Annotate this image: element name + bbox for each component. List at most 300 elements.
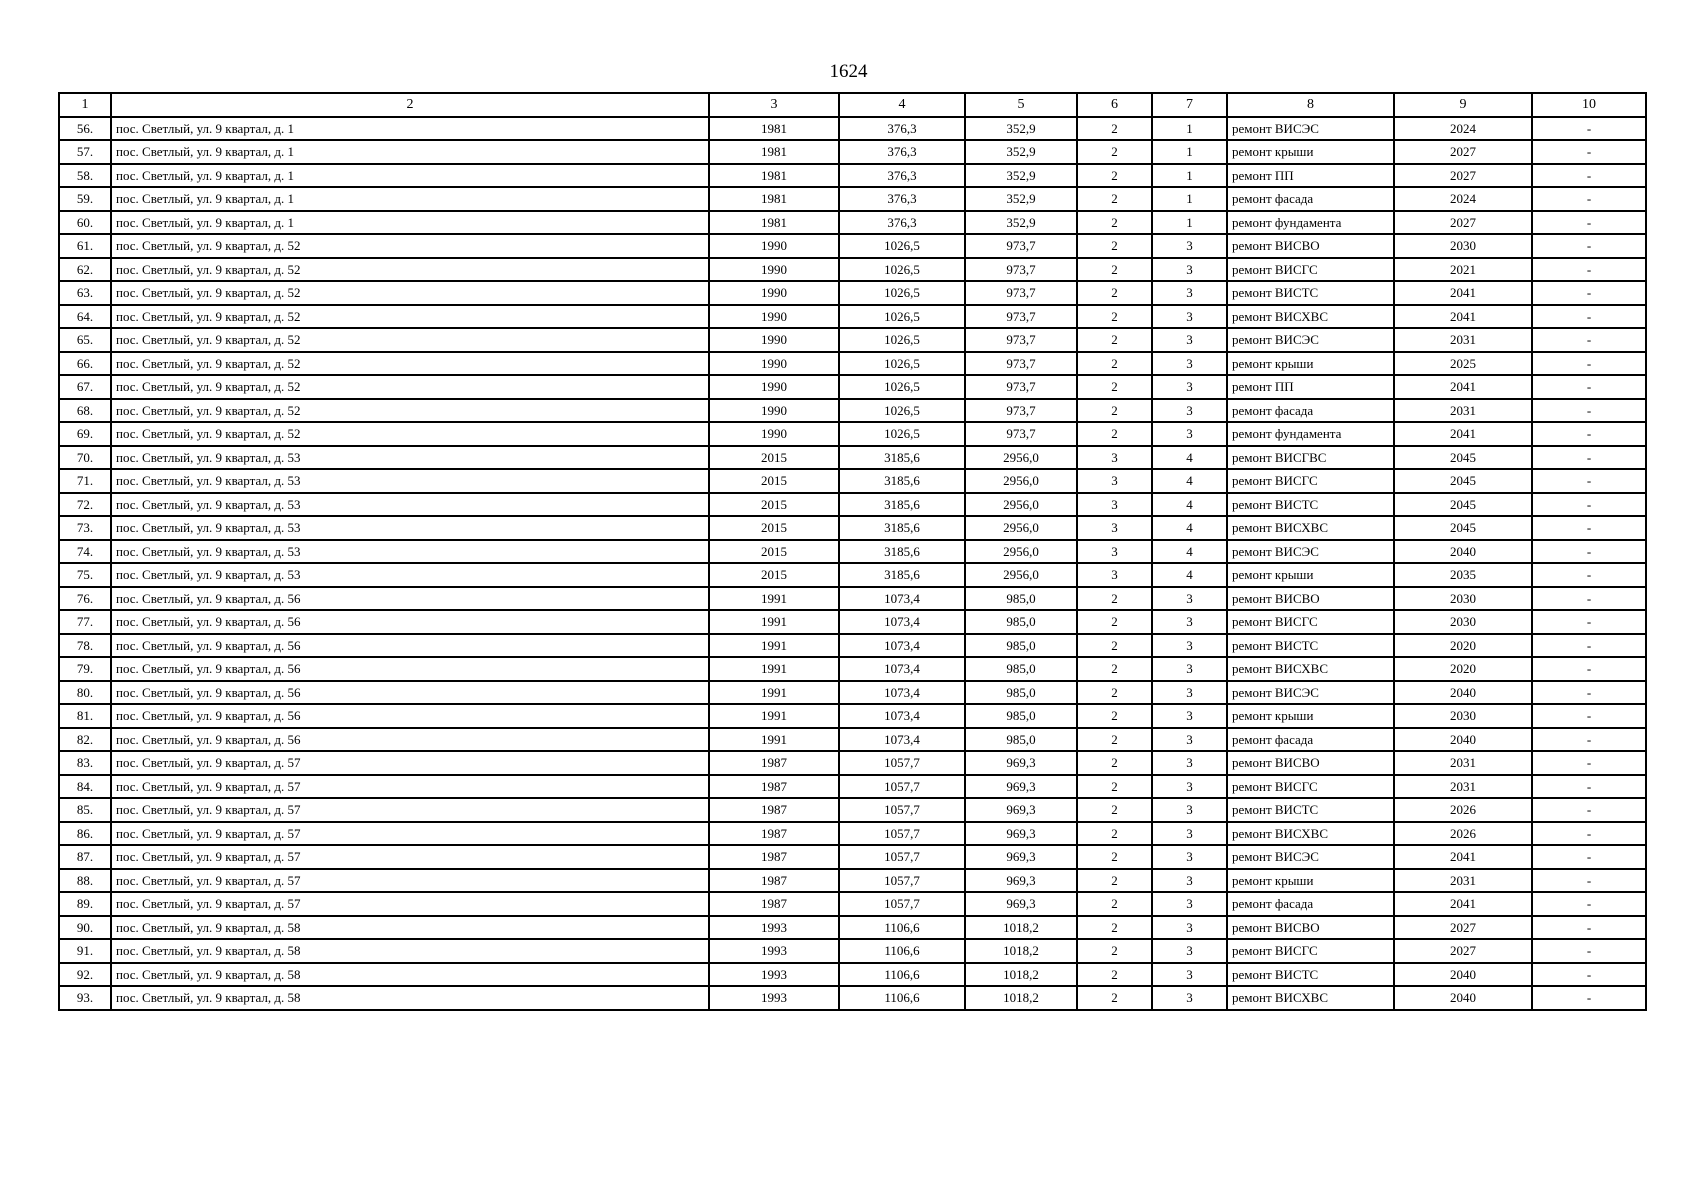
- planned-year-cell: 2031: [1394, 869, 1532, 893]
- total-area-cell: 1057,7: [839, 845, 965, 869]
- work-type-cell: ремонт ВИСВО: [1227, 234, 1394, 258]
- table-row: [59, 939, 1646, 963]
- table-row: [59, 516, 1646, 540]
- row-number-cell: 75.: [59, 563, 111, 587]
- planned-year-cell: 2041: [1394, 375, 1532, 399]
- planned-year-cell: 2027: [1394, 211, 1532, 235]
- row-number-cell: 65.: [59, 328, 111, 352]
- note-cell: -: [1532, 775, 1646, 799]
- entrances-cell: 1: [1152, 211, 1227, 235]
- work-type-cell: ремонт крыши: [1227, 352, 1394, 376]
- work-type-cell: ремонт ВИСГС: [1227, 939, 1394, 963]
- floors-cell: 2: [1077, 610, 1152, 634]
- planned-year-cell: 2027: [1394, 164, 1532, 188]
- column-header: 7: [1152, 93, 1227, 117]
- living-area-cell: 352,9: [965, 140, 1077, 164]
- table-row: [59, 117, 1646, 141]
- planned-year-cell: 2040: [1394, 540, 1532, 564]
- living-area-cell: 2956,0: [965, 516, 1077, 540]
- note-cell: -: [1532, 634, 1646, 658]
- note-cell: -: [1532, 845, 1646, 869]
- address-cell: пос. Светлый, ул. 9 квартал, д. 52: [111, 305, 709, 329]
- address-cell: пос. Светлый, ул. 9 квартал, д. 56: [111, 657, 709, 681]
- table-row: [59, 657, 1646, 681]
- planned-year-cell: 2027: [1394, 140, 1532, 164]
- note-cell: -: [1532, 305, 1646, 329]
- floors-cell: 2: [1077, 939, 1152, 963]
- note-cell: -: [1532, 610, 1646, 634]
- planned-year-cell: 2045: [1394, 493, 1532, 517]
- table-row: [59, 399, 1646, 423]
- table-row: [59, 305, 1646, 329]
- planned-year-cell: 2045: [1394, 469, 1532, 493]
- year-built-cell: 1993: [709, 939, 839, 963]
- floors-cell: 2: [1077, 869, 1152, 893]
- year-built-cell: 1990: [709, 234, 839, 258]
- floors-cell: 3: [1077, 563, 1152, 587]
- floors-cell: 2: [1077, 422, 1152, 446]
- column-header: 3: [709, 93, 839, 117]
- total-area-cell: 376,3: [839, 140, 965, 164]
- year-built-cell: 1987: [709, 798, 839, 822]
- year-built-cell: 1993: [709, 916, 839, 940]
- total-area-cell: 1073,4: [839, 610, 965, 634]
- repair-schedule-table: [58, 92, 1647, 1011]
- entrances-cell: 3: [1152, 258, 1227, 282]
- living-area-cell: 2956,0: [965, 540, 1077, 564]
- row-number-cell: 91.: [59, 939, 111, 963]
- work-type-cell: ремонт ВИСЭС: [1227, 328, 1394, 352]
- entrances-cell: 3: [1152, 822, 1227, 846]
- note-cell: -: [1532, 187, 1646, 211]
- total-area-cell: 3185,6: [839, 540, 965, 564]
- row-number-cell: 68.: [59, 399, 111, 423]
- row-number-cell: 58.: [59, 164, 111, 188]
- entrances-cell: 4: [1152, 540, 1227, 564]
- planned-year-cell: 2041: [1394, 281, 1532, 305]
- table-row: [59, 328, 1646, 352]
- living-area-cell: 973,7: [965, 328, 1077, 352]
- table-row: [59, 728, 1646, 752]
- entrances-cell: 1: [1152, 117, 1227, 141]
- floors-cell: 2: [1077, 963, 1152, 987]
- table-row: [59, 258, 1646, 282]
- living-area-cell: 352,9: [965, 164, 1077, 188]
- year-built-cell: 1981: [709, 211, 839, 235]
- work-type-cell: ремонт крыши: [1227, 563, 1394, 587]
- living-area-cell: 985,0: [965, 587, 1077, 611]
- work-type-cell: ремонт крыши: [1227, 704, 1394, 728]
- entrances-cell: 3: [1152, 798, 1227, 822]
- address-cell: пос. Светлый, ул. 9 квартал, д. 58: [111, 916, 709, 940]
- total-area-cell: 1026,5: [839, 328, 965, 352]
- note-cell: -: [1532, 164, 1646, 188]
- row-number-cell: 60.: [59, 211, 111, 235]
- row-number-cell: 57.: [59, 140, 111, 164]
- address-cell: пос. Светлый, ул. 9 квартал, д. 53: [111, 540, 709, 564]
- address-cell: пос. Светлый, ул. 9 квартал, д. 56: [111, 704, 709, 728]
- total-area-cell: 1057,7: [839, 751, 965, 775]
- note-cell: -: [1532, 258, 1646, 282]
- address-cell: пос. Светлый, ул. 9 квартал, д. 52: [111, 352, 709, 376]
- year-built-cell: 2015: [709, 540, 839, 564]
- year-built-cell: 1993: [709, 963, 839, 987]
- table-row: [59, 681, 1646, 705]
- note-cell: -: [1532, 939, 1646, 963]
- year-built-cell: 1990: [709, 328, 839, 352]
- living-area-cell: 985,0: [965, 634, 1077, 658]
- entrances-cell: 3: [1152, 281, 1227, 305]
- entrances-cell: 3: [1152, 892, 1227, 916]
- year-built-cell: 1987: [709, 869, 839, 893]
- work-type-cell: ремонт ВИСВО: [1227, 587, 1394, 611]
- year-built-cell: 1993: [709, 986, 839, 1010]
- planned-year-cell: 2025: [1394, 352, 1532, 376]
- entrances-cell: 4: [1152, 493, 1227, 517]
- work-type-cell: ремонт ПП: [1227, 164, 1394, 188]
- row-number-cell: 71.: [59, 469, 111, 493]
- floors-cell: 2: [1077, 751, 1152, 775]
- row-number-cell: 63.: [59, 281, 111, 305]
- note-cell: -: [1532, 375, 1646, 399]
- total-area-cell: 1026,5: [839, 258, 965, 282]
- work-type-cell: ремонт ВИСГС: [1227, 258, 1394, 282]
- table-row: [59, 798, 1646, 822]
- entrances-cell: 3: [1152, 939, 1227, 963]
- year-built-cell: 1987: [709, 822, 839, 846]
- note-cell: -: [1532, 657, 1646, 681]
- planned-year-cell: 2026: [1394, 822, 1532, 846]
- note-cell: -: [1532, 469, 1646, 493]
- total-area-cell: 1057,7: [839, 798, 965, 822]
- row-number-cell: 80.: [59, 681, 111, 705]
- year-built-cell: 1987: [709, 892, 839, 916]
- row-number-cell: 92.: [59, 963, 111, 987]
- living-area-cell: 969,3: [965, 775, 1077, 799]
- planned-year-cell: 2030: [1394, 610, 1532, 634]
- work-type-cell: ремонт ВИСЭС: [1227, 681, 1394, 705]
- column-number-header-row: [59, 93, 1646, 117]
- total-area-cell: 1026,5: [839, 399, 965, 423]
- entrances-cell: 3: [1152, 704, 1227, 728]
- table-row: [59, 540, 1646, 564]
- floors-cell: 2: [1077, 704, 1152, 728]
- table-body: [59, 117, 1646, 1010]
- note-cell: -: [1532, 986, 1646, 1010]
- note-cell: -: [1532, 446, 1646, 470]
- total-area-cell: 376,3: [839, 211, 965, 235]
- planned-year-cell: 2030: [1394, 234, 1532, 258]
- year-built-cell: 1990: [709, 352, 839, 376]
- year-built-cell: 2015: [709, 446, 839, 470]
- year-built-cell: 1990: [709, 305, 839, 329]
- floors-cell: 2: [1077, 281, 1152, 305]
- table-row: [59, 916, 1646, 940]
- living-area-cell: 985,0: [965, 657, 1077, 681]
- address-cell: пос. Светлый, ул. 9 квартал, д. 58: [111, 939, 709, 963]
- address-cell: пос. Светлый, ул. 9 квартал, д. 57: [111, 892, 709, 916]
- living-area-cell: 973,7: [965, 234, 1077, 258]
- floors-cell: 2: [1077, 399, 1152, 423]
- living-area-cell: 985,0: [965, 728, 1077, 752]
- address-cell: пос. Светлый, ул. 9 квартал, д. 56: [111, 587, 709, 611]
- year-built-cell: 1990: [709, 258, 839, 282]
- total-area-cell: 1057,7: [839, 869, 965, 893]
- floors-cell: 2: [1077, 775, 1152, 799]
- total-area-cell: 1073,4: [839, 681, 965, 705]
- living-area-cell: 973,7: [965, 399, 1077, 423]
- row-number-cell: 56.: [59, 117, 111, 141]
- address-cell: пос. Светлый, ул. 9 квартал, д. 52: [111, 258, 709, 282]
- row-number-cell: 90.: [59, 916, 111, 940]
- year-built-cell: 1987: [709, 751, 839, 775]
- year-built-cell: 2015: [709, 563, 839, 587]
- living-area-cell: 969,3: [965, 822, 1077, 846]
- entrances-cell: 3: [1152, 986, 1227, 1010]
- work-type-cell: ремонт ВИСХВС: [1227, 822, 1394, 846]
- total-area-cell: 1026,5: [839, 234, 965, 258]
- floors-cell: 2: [1077, 728, 1152, 752]
- note-cell: -: [1532, 540, 1646, 564]
- column-header: 5: [965, 93, 1077, 117]
- address-cell: пос. Светлый, ул. 9 квартал, д. 1: [111, 164, 709, 188]
- note-cell: -: [1532, 422, 1646, 446]
- note-cell: -: [1532, 587, 1646, 611]
- address-cell: пос. Светлый, ул. 9 квартал, д. 56: [111, 634, 709, 658]
- work-type-cell: ремонт фасада: [1227, 728, 1394, 752]
- total-area-cell: 1026,5: [839, 281, 965, 305]
- address-cell: пос. Светлый, ул. 9 квартал, д. 53: [111, 446, 709, 470]
- work-type-cell: ремонт крыши: [1227, 140, 1394, 164]
- entrances-cell: 3: [1152, 963, 1227, 987]
- planned-year-cell: 2040: [1394, 986, 1532, 1010]
- row-number-cell: 72.: [59, 493, 111, 517]
- planned-year-cell: 2031: [1394, 751, 1532, 775]
- row-number-cell: 66.: [59, 352, 111, 376]
- living-area-cell: 973,7: [965, 305, 1077, 329]
- living-area-cell: 973,7: [965, 375, 1077, 399]
- total-area-cell: 1073,4: [839, 704, 965, 728]
- page-number: 1624: [829, 61, 868, 82]
- entrances-cell: 3: [1152, 305, 1227, 329]
- floors-cell: 3: [1077, 493, 1152, 517]
- floors-cell: 2: [1077, 187, 1152, 211]
- year-built-cell: 1991: [709, 587, 839, 611]
- living-area-cell: 352,9: [965, 117, 1077, 141]
- total-area-cell: 1026,5: [839, 352, 965, 376]
- planned-year-cell: 2040: [1394, 728, 1532, 752]
- planned-year-cell: 2020: [1394, 657, 1532, 681]
- note-cell: -: [1532, 117, 1646, 141]
- living-area-cell: 969,3: [965, 845, 1077, 869]
- planned-year-cell: 2024: [1394, 117, 1532, 141]
- row-number-cell: 85.: [59, 798, 111, 822]
- entrances-cell: 1: [1152, 140, 1227, 164]
- year-built-cell: 1987: [709, 845, 839, 869]
- row-number-cell: 61.: [59, 234, 111, 258]
- entrances-cell: 4: [1152, 563, 1227, 587]
- address-cell: пос. Светлый, ул. 9 квартал, д. 58: [111, 963, 709, 987]
- living-area-cell: 1018,2: [965, 963, 1077, 987]
- table-row: [59, 281, 1646, 305]
- year-built-cell: 1991: [709, 657, 839, 681]
- note-cell: -: [1532, 798, 1646, 822]
- entrances-cell: 4: [1152, 469, 1227, 493]
- row-number-cell: 81.: [59, 704, 111, 728]
- year-built-cell: 1991: [709, 728, 839, 752]
- work-type-cell: ремонт ВИСГС: [1227, 775, 1394, 799]
- work-type-cell: ремонт ВИСГС: [1227, 610, 1394, 634]
- address-cell: пос. Светлый, ул. 9 квартал, д. 1: [111, 187, 709, 211]
- address-cell: пос. Светлый, ул. 9 квартал, д. 57: [111, 869, 709, 893]
- work-type-cell: ремонт ВИСГС: [1227, 469, 1394, 493]
- note-cell: -: [1532, 140, 1646, 164]
- living-area-cell: 1018,2: [965, 939, 1077, 963]
- entrances-cell: 3: [1152, 751, 1227, 775]
- work-type-cell: ремонт ПП: [1227, 375, 1394, 399]
- work-type-cell: ремонт фасада: [1227, 399, 1394, 423]
- year-built-cell: 1990: [709, 281, 839, 305]
- note-cell: -: [1532, 352, 1646, 376]
- work-type-cell: ремонт ВИСХВС: [1227, 986, 1394, 1010]
- planned-year-cell: 2041: [1394, 422, 1532, 446]
- address-cell: пос. Светлый, ул. 9 квартал, д. 57: [111, 845, 709, 869]
- floors-cell: 2: [1077, 892, 1152, 916]
- total-area-cell: 1026,5: [839, 305, 965, 329]
- work-type-cell: ремонт ВИСТС: [1227, 634, 1394, 658]
- total-area-cell: 1073,4: [839, 634, 965, 658]
- address-cell: пос. Светлый, ул. 9 квартал, д. 52: [111, 234, 709, 258]
- year-built-cell: 2015: [709, 469, 839, 493]
- total-area-cell: 1057,7: [839, 775, 965, 799]
- total-area-cell: 376,3: [839, 117, 965, 141]
- table-row: [59, 493, 1646, 517]
- note-cell: -: [1532, 211, 1646, 235]
- year-built-cell: 1981: [709, 187, 839, 211]
- entrances-cell: 3: [1152, 845, 1227, 869]
- work-type-cell: ремонт ВИСГВС: [1227, 446, 1394, 470]
- living-area-cell: 2956,0: [965, 446, 1077, 470]
- total-area-cell: 1026,5: [839, 375, 965, 399]
- address-cell: пос. Светлый, ул. 9 квартал, д. 56: [111, 610, 709, 634]
- row-number-cell: 69.: [59, 422, 111, 446]
- total-area-cell: 1057,7: [839, 822, 965, 846]
- row-number-cell: 76.: [59, 587, 111, 611]
- total-area-cell: 1106,6: [839, 939, 965, 963]
- floors-cell: 2: [1077, 117, 1152, 141]
- work-type-cell: ремонт фундамента: [1227, 211, 1394, 235]
- total-area-cell: 376,3: [839, 164, 965, 188]
- entrances-cell: 3: [1152, 399, 1227, 423]
- entrances-cell: 3: [1152, 775, 1227, 799]
- entrances-cell: 3: [1152, 869, 1227, 893]
- entrances-cell: 3: [1152, 634, 1227, 658]
- floors-cell: 2: [1077, 164, 1152, 188]
- address-cell: пос. Светлый, ул. 9 квартал, д. 53: [111, 469, 709, 493]
- table-row: [59, 164, 1646, 188]
- floors-cell: 2: [1077, 352, 1152, 376]
- note-cell: -: [1532, 516, 1646, 540]
- living-area-cell: 985,0: [965, 681, 1077, 705]
- address-cell: пос. Светлый, ул. 9 квартал, д. 52: [111, 375, 709, 399]
- floors-cell: 2: [1077, 986, 1152, 1010]
- planned-year-cell: 2030: [1394, 704, 1532, 728]
- row-number-cell: 89.: [59, 892, 111, 916]
- year-built-cell: 1981: [709, 140, 839, 164]
- table-row: [59, 751, 1646, 775]
- living-area-cell: 985,0: [965, 704, 1077, 728]
- table-row: [59, 352, 1646, 376]
- table-row: [59, 211, 1646, 235]
- year-built-cell: 2015: [709, 516, 839, 540]
- total-area-cell: 1106,6: [839, 986, 965, 1010]
- year-built-cell: 1987: [709, 775, 839, 799]
- planned-year-cell: 2026: [1394, 798, 1532, 822]
- year-built-cell: 1991: [709, 634, 839, 658]
- living-area-cell: 2956,0: [965, 563, 1077, 587]
- row-number-cell: 67.: [59, 375, 111, 399]
- address-cell: пос. Светлый, ул. 9 квартал, д. 1: [111, 117, 709, 141]
- year-built-cell: 1990: [709, 422, 839, 446]
- address-cell: пос. Светлый, ул. 9 квартал, д. 1: [111, 211, 709, 235]
- row-number-cell: 64.: [59, 305, 111, 329]
- note-cell: -: [1532, 869, 1646, 893]
- total-area-cell: 3185,6: [839, 446, 965, 470]
- address-cell: пос. Светлый, ул. 9 квартал, д. 56: [111, 728, 709, 752]
- note-cell: -: [1532, 281, 1646, 305]
- row-number-cell: 86.: [59, 822, 111, 846]
- row-number-cell: 82.: [59, 728, 111, 752]
- address-cell: пос. Светлый, ул. 9 квартал, д. 52: [111, 422, 709, 446]
- planned-year-cell: 2045: [1394, 516, 1532, 540]
- note-cell: -: [1532, 751, 1646, 775]
- work-type-cell: ремонт ВИСЭС: [1227, 117, 1394, 141]
- work-type-cell: ремонт ВИСВО: [1227, 751, 1394, 775]
- note-cell: -: [1532, 963, 1646, 987]
- work-type-cell: ремонт фасада: [1227, 187, 1394, 211]
- planned-year-cell: 2041: [1394, 845, 1532, 869]
- address-cell: пос. Светлый, ул. 9 квартал, д. 56: [111, 681, 709, 705]
- year-built-cell: 1990: [709, 399, 839, 423]
- living-area-cell: 973,7: [965, 258, 1077, 282]
- floors-cell: 2: [1077, 657, 1152, 681]
- floors-cell: 2: [1077, 234, 1152, 258]
- floors-cell: 2: [1077, 681, 1152, 705]
- living-area-cell: 969,3: [965, 869, 1077, 893]
- work-type-cell: ремонт ВИСХВС: [1227, 657, 1394, 681]
- row-number-cell: 73.: [59, 516, 111, 540]
- floors-cell: 2: [1077, 140, 1152, 164]
- total-area-cell: 3185,6: [839, 563, 965, 587]
- planned-year-cell: 2020: [1394, 634, 1532, 658]
- row-number-cell: 78.: [59, 634, 111, 658]
- year-built-cell: 1981: [709, 164, 839, 188]
- work-type-cell: ремонт ВИСХВС: [1227, 516, 1394, 540]
- total-area-cell: 1057,7: [839, 892, 965, 916]
- address-cell: пос. Светлый, ул. 9 квартал, д. 52: [111, 399, 709, 423]
- table-row: [59, 963, 1646, 987]
- work-type-cell: ремонт ВИСТС: [1227, 963, 1394, 987]
- living-area-cell: 352,9: [965, 187, 1077, 211]
- table-row: [59, 422, 1646, 446]
- note-cell: -: [1532, 328, 1646, 352]
- address-cell: пос. Светлый, ул. 9 квартал, д. 58: [111, 986, 709, 1010]
- address-cell: пос. Светлый, ул. 9 квартал, д. 57: [111, 751, 709, 775]
- planned-year-cell: 2030: [1394, 587, 1532, 611]
- entrances-cell: 3: [1152, 916, 1227, 940]
- work-type-cell: ремонт ВИСТС: [1227, 798, 1394, 822]
- column-header: 2: [111, 93, 709, 117]
